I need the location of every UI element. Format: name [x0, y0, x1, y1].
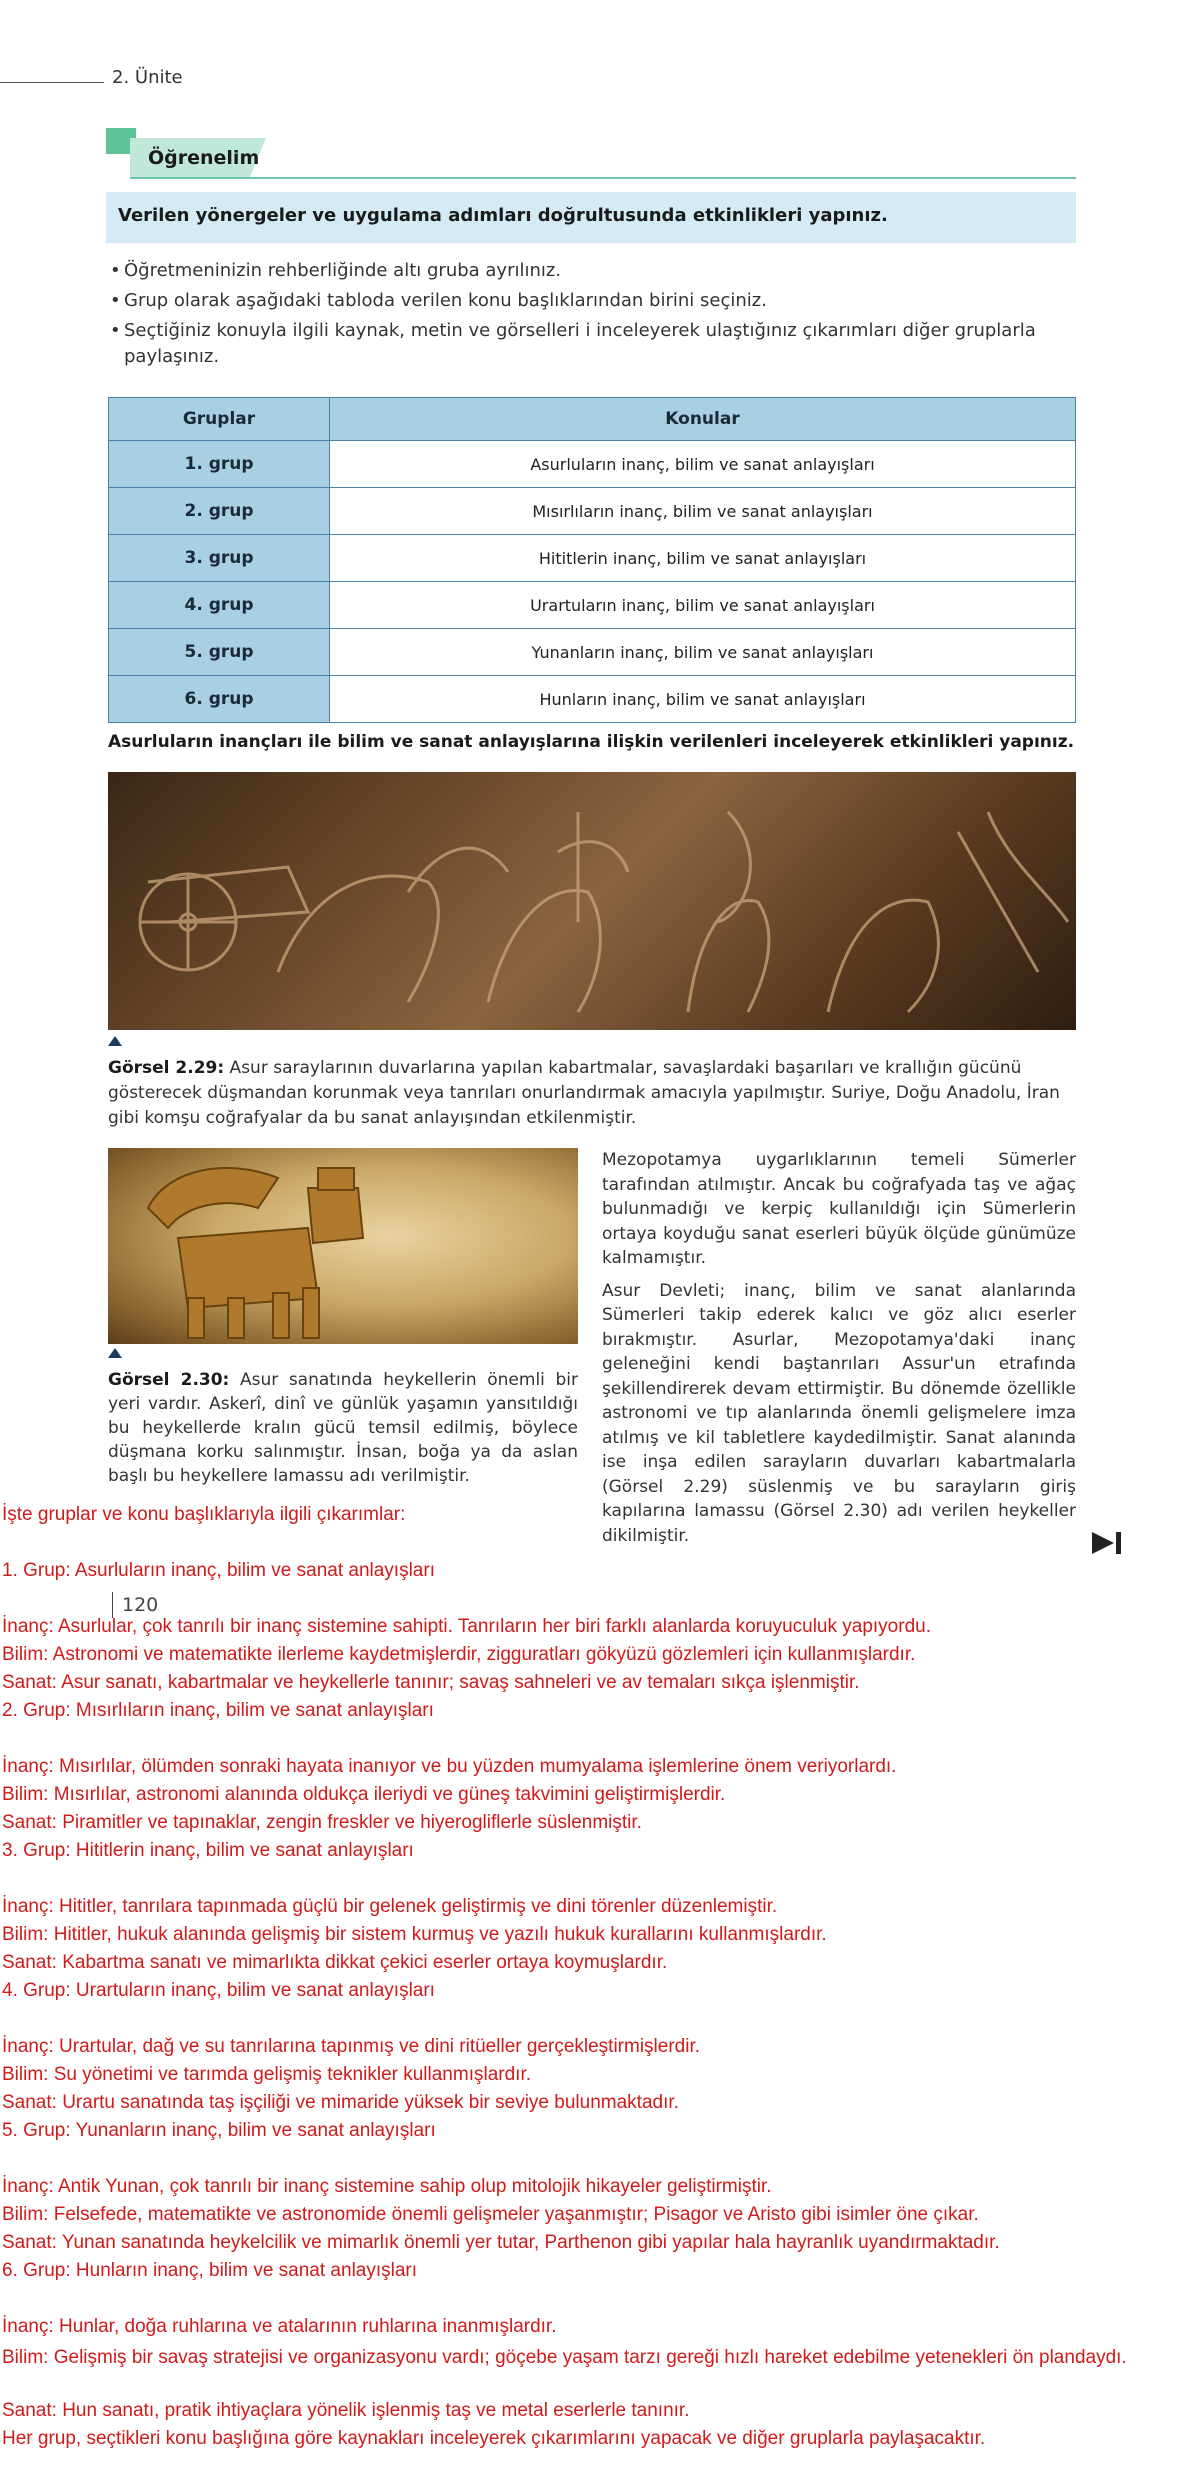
overlay-line: İnanç: Hunlar, doğa ruhlarına ve atalarının ruhlarına inanmışlardır.: [2, 2316, 557, 2337]
group-cell: 4. grup: [109, 582, 330, 629]
overlay-group-title: 4. Grup: Urartuların inanç, bilim ve sanat anlayışları: [2, 1980, 435, 2001]
groups-table: [108, 397, 1076, 723]
group-cell: 3. grup: [109, 535, 330, 582]
lamassu-illustration: [108, 1148, 578, 1344]
overlay-line: Sanat: Yunan sanatında heykelcilik ve mimarlık önemli yer tutar, Parthenon gibi yapılar hala hayranlık uyandırmaktadır.: [2, 2232, 1000, 2253]
overlay-line: İnanç: Hititler, tanrılara tapınmada güçlü bir gelenek geliştirmiş ve dini törenler düzenlemiştir.: [2, 1896, 778, 1917]
bullet-item: • Seçtiğiniz konuyla ilgili kaynak, metin ve görselleri i inceleyerek ulaştığınız çıkarımları diğer gruplarla paylaşınız.: [110, 320, 1036, 367]
figure-caption-2: Görsel 2.30: Asur sanatında heykellerin önemli bir yeri vardır. Askerî, dinî ve günlük yaşamın yansıtıldığı bu heykellerde kralın gücü temsil edilmiş, böylece düşmana korku salınmıştır. İnsan, boğa ya da aslan başlı bu heykellere lamassu adı verilmiştir.: [108, 1370, 578, 1486]
overlay-group-title: 6. Grup: Hunların inanç, bilim ve sanat anlayışları: [2, 2260, 418, 2281]
table-row: [109, 676, 1076, 723]
table-row: [109, 535, 1076, 582]
lamassu-image: [108, 1148, 578, 1344]
overlay-group-title: 1. Grup: Asurluların inanç, bilim ve sanat anlayışları: [2, 1560, 435, 1581]
skip-next-icon[interactable]: [1090, 1530, 1124, 1560]
overlay-line: Bilim: Astronomi ve matematikte ilerleme kaydetmişlerdir, zigguratları gökyüzü gözlemleri için kullanmışlardır.: [2, 1644, 916, 1665]
overlay-line: Sanat: Kabartma sanatı ve mimarlıkta dikkat çekici eserler ortaya koymuşlardır.: [2, 1952, 668, 1973]
topic-cell: Hunların inanç, bilim ve sanat anlayışları: [330, 676, 1076, 723]
overlay-group-title: 2. Grup: Mısırlıların inanç, bilim ve sanat anlayışları: [2, 1700, 434, 1721]
overlay-line: İnanç: Urartular, dağ ve su tanrılarına tapınmış ve dini ritüeller gerçekleştirmişlerdir.: [2, 2036, 701, 2057]
overlay-closing: Her grup, seçtikleri konu başlığına göre kaynakları inceleyerek çıkarımlarını yapacak ve diğer gruplarla paylaşacaktır.: [2, 2428, 986, 2449]
assur-heading: Asurluların inançları ile bilim ve sanat anlayışlarına ilişkin verilenleri inceleyerek etkinlikleri yapınız.: [108, 732, 1075, 752]
caption-marker-icon: [108, 1348, 122, 1358]
overlay-line: Bilim: Felsefede, matematikte ve astronomide önemli gelişmeler yaşanmıştır; Pisagor ve Aristo gibi isimler öne çıkar.: [2, 2204, 979, 2225]
topic-cell: Asurluların inanç, bilim ve sanat anlayışları: [330, 441, 1076, 488]
overlay-group-title: 3. Grup: Hititlerin inanç, bilim ve sanat anlayışları: [2, 1840, 414, 1861]
table-row: [109, 441, 1076, 488]
overlay-line: İnanç: Antik Yunan, çok tanrılı bir inanç sistemine sahip olup mitolojik hikayeler geliştirmiştir.: [2, 2176, 772, 2197]
table-row: [109, 488, 1076, 535]
body-paragraph: Mezopotamya uygarlıklarının temeli Sümerler tarafından atılmıştır. Ancak bu coğrafyada taş ve ağaç bulunmadığı ve kerpiç kullanıldığı için Sümerlerin ortaya koyduğu sanat eserleri büyük ölçüde günümüze kalmamıştır.: [602, 1150, 1076, 1268]
group-cell: 6. grup: [109, 676, 330, 723]
body-paragraph: Asur Devleti; inanç, bilim ve sanat alanlarında Sümerleri takip ederek kalıcı ve göz alıcı eserler bırakmıştır. Asurlar, Mezopotamya'daki inanç geleneğini kendi baştanrıları Assur'un etrafında şekillendirerek devam ettirmiştir. Bu dönemde özellikle astronomi ve tıp alanlarında önemli gelişmelere imza atılmış ve kil tabletlere kaydedilmiştir. Sanat alanında ise inşa edilen sarayların duvarları kabartmalarla (Görsel 2.29) süslenmiş ve bu sarayların giriş kapılarına lamassu (Görsel 2.30) adı verilen heykeller dikilmiştir.: [602, 1280, 1076, 1546]
table-header-row: [109, 398, 1076, 441]
overlay-line: Bilim: Su yönetimi ve tarımda gelişmiş teknikler kullanmışlardır.: [2, 2064, 532, 2085]
page-number: 120: [122, 1594, 159, 1616]
group-cell: 2. grup: [109, 488, 330, 535]
topic-cell: Hititlerin inanç, bilim ve sanat anlayışları: [330, 535, 1076, 582]
overlay-line: Sanat: Hun sanatı, pratik ihtiyaçlara yönelik işlenmiş taş ve metal eserlerle tanınır.: [2, 2400, 690, 2421]
header-rule: [0, 82, 104, 83]
overlay-line: Sanat: Asur sanatı, kabartmalar ve heykellerle tanınır; savaş sahneleri ve av temaları sıkça işlenmiştir.: [2, 1672, 860, 1693]
overlay-line: Bilim: Hititler, hukuk alanında gelişmiş bir sistem kurmuş ve yazılı hukuk kurallarını kullanmışlardır.: [2, 1924, 827, 1945]
overlay-line: Sanat: Piramitler ve tapınaklar, zengin freskler ve hiyerogliflerle süslenmiştir.: [2, 1812, 642, 1833]
overlay-intro: İşte gruplar ve konu başlıklarıyla ilgili çıkarımlar:: [2, 1504, 406, 1525]
overlay-line: Bilim: Gelişmiş bir savaş stratejisi ve organizasyonu vardı; göçebe yaşam tarzı gereği hızlı hareket edebilme yetenekleri ön plandaydı.: [2, 2347, 1127, 2368]
figure-caption-1: Görsel 2.29: Asur saraylarının duvarlarına yapılan kabartmalar, savaşlardaki başarıları ve krallığın gücünü gösterecek düşmandan korunmak veya tanrıları onurlandırmak amacıyla yapılmıştır. Suriye, Doğu Anadolu, İran gibi komşu coğrafyalar da bu sanat anlayışından etkilenmiştir.: [108, 1058, 1060, 1128]
overlay-line: İnanç: Asurlular, çok tanrılı bir inanç sistemine sahipti. Tanrıların her biri farklı alanlarda koruyuculuk yapıyordu.: [2, 1616, 931, 1637]
group-cell: 5. grup: [109, 629, 330, 676]
instruction-bullets: [110, 258, 1076, 374]
unit-label: 2. Ünite: [112, 67, 183, 88]
bullet-item: • Öğretmeninizin rehberliğinde altı gruba ayrılınız.: [110, 260, 562, 281]
overlay-line: Bilim: Mısırlılar, astronomi alanında oldukça ileriydi ve güneş takvimini geliştirmişlerdir.: [2, 1784, 726, 1805]
overlay-line: Sanat: Urartu sanatında taş işçiliği ve mimaride yüksek bir seviye bulunmaktadır.: [2, 2092, 679, 2113]
text-cursor: [112, 1592, 113, 1618]
section-rule: [130, 177, 1076, 179]
topic-cell: Mısırlıların inanç, bilim ve sanat anlayışları: [330, 488, 1076, 535]
overlay-group-title: 5. Grup: Yunanların inanç, bilim ve sanat anlayışları: [2, 2120, 436, 2141]
topic-cell: Urartuların inanç, bilim ve sanat anlayışları: [330, 582, 1076, 629]
assyrian-relief-image: [108, 772, 1076, 1030]
body-text: [602, 1148, 1076, 1556]
topic-cell: Yunanların inanç, bilim ve sanat anlayışları: [330, 629, 1076, 676]
group-cell: 1. grup: [109, 441, 330, 488]
header-groups: Gruplar: [109, 398, 330, 441]
table-row: [109, 582, 1076, 629]
header-topics: Konular: [330, 398, 1076, 441]
overlay-line: İnanç: Mısırlılar, ölümden sonraki hayata inanıyor ve bu yüzden mumyalama işlemlerine önem veriyorlardı.: [2, 1756, 897, 1777]
table-row: [109, 629, 1076, 676]
relief-illustration: [108, 772, 1076, 1030]
bullet-item: • Grup olarak aşağıdaki tabloda verilen konu başlıklarından birini seçiniz.: [110, 290, 767, 311]
section-title: Öğrenelim: [148, 147, 260, 169]
instruction-text: Verilen yönergeler ve uygulama adımları doğrultusunda etkinlikleri yapınız.: [118, 205, 888, 226]
caption-marker-icon: [108, 1036, 122, 1046]
